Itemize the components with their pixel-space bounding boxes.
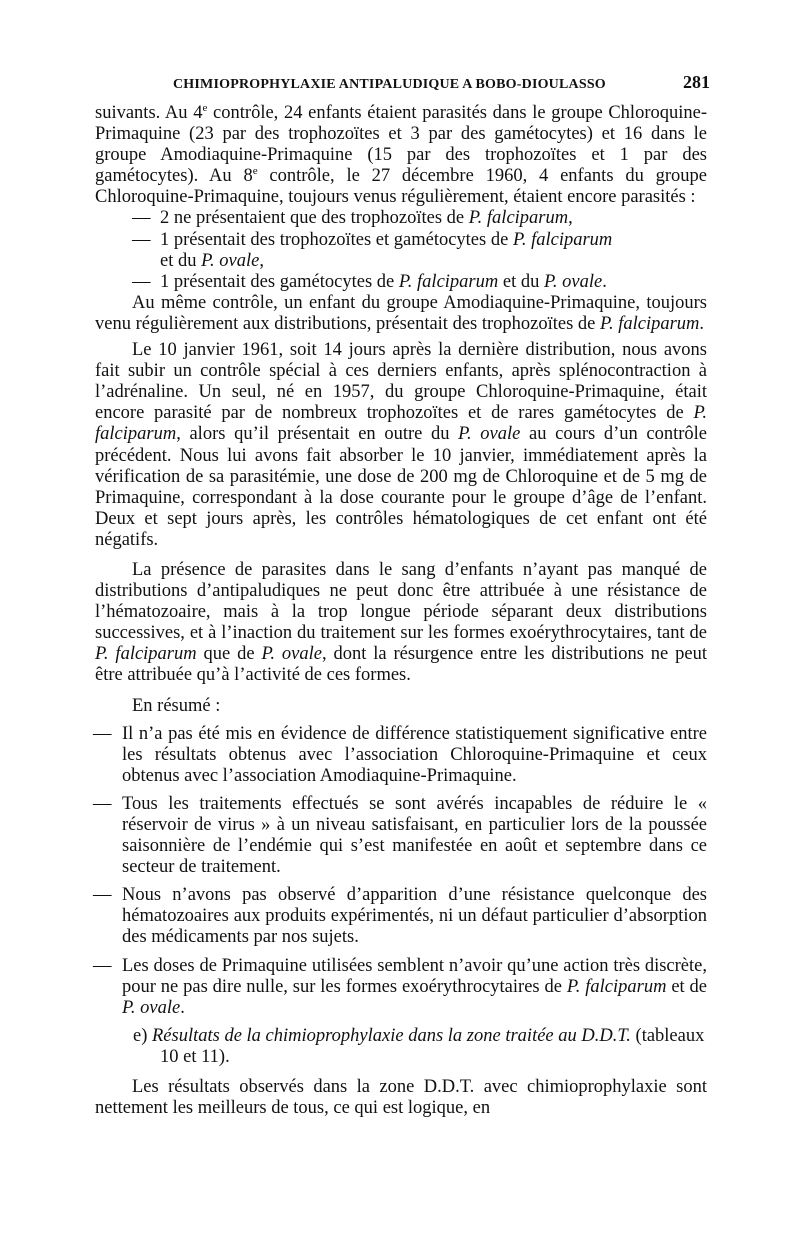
list-item: — 1 présentait des trophozoïtes et gamétocytes de P. falciparum bbox=[132, 229, 613, 250]
paragraph: Au même contrôle, un enfant du groupe Amodiaquine-Primaquine, toujours venu régulièrement aux distributions, présentait des trophozoïtes de P. falciparum. bbox=[95, 292, 707, 334]
running-header bbox=[95, 72, 710, 93]
running-title: CHIMIOPROPHYLAXIE ANTIPALUDIQUE A BOBO-DIOULASSO bbox=[173, 77, 606, 92]
section-heading: e) Résultats de la chimioprophylaxie dans la zone traitée au D.D.T. (tableaux 10 et 11). bbox=[133, 1025, 705, 1067]
paragraph: La présence de parasites dans le sang d’enfants n’ayant pas manqué de distributions d’antipaludiques ne peut donc être attribuée à une résistance de l’hématozoaire, mais à la trop longue période séparant deux distributions successives, et à l’inaction du traitement sur les formes exoérythrocytaires, tant de P. falciparum que de P. ovale, dont la résurgence entre les distributions ne peut être attribuée qu’à l’activité de ces formes. bbox=[95, 559, 708, 686]
list-item-continuation: et du P. ovale, bbox=[160, 250, 264, 271]
paragraph: Le 10 janvier 1961, soit 14 jours après la dernière distribution, nous avons fait subir un contrôle spécial à ces derniers enfants, après splénocontraction à l’adrénaline. Un seul, né en 1957, du groupe Chloroquine-Primaquine, était encore parasité par de nombreux trophozoïtes et de rares gamétocytes de P. falciparum, alors qu’il présentait en outre du P. ovale au cours d’un contrôle précédent. Nous lui avons fait absorber le 10 janvier, immédiatement après la vérification de sa parasitémie, une dose de 200 mg de Chloroquine et de 5 mg de Primaquine, correspondant à la dose courante pour le groupe d’âge de l’enfant. Deux et sept jours après, les contrôles hématologiques de cet enfant ont été négatifs. bbox=[95, 340, 707, 550]
list-item: — 2 ne présentaient que des trophozoïtes de P. falciparum, bbox=[132, 208, 573, 229]
list-item: — 1 présentait des gamétocytes de P. falciparum et du P. ovale. bbox=[132, 271, 607, 292]
paragraph: Les résultats observés dans la zone D.D.T. avec chimioprophylaxie sont nettement les meilleurs de tous, ce qui est logique, en bbox=[95, 1077, 707, 1119]
paragraph-continuation: suivants. Au 4e contrôle, 24 enfants étaient parasités dans le groupe Chloroquine-Primaquine (23 par des trophozoïtes et 3 par des gamétocytes) et 16 dans le groupe Amodiaquine-Primaquine (15 par des trophozoïtes et 1 par des gamétocytes). Au 8e contrôle, le 27 décembre 1960, 4 enfants du groupe Chloroquine-Primaquine, toujours venus régulièrement, étaient encore parasités : bbox=[95, 101, 707, 208]
summary-item: — Les doses de Primaquine utilisées semblent n’avoir qu’une action très discrète, pour ne pas dire nulle, sur les formes exoérythrocytaires de P. falciparum et de P. ovale. bbox=[93, 955, 708, 1018]
summary-label: En résumé : bbox=[132, 695, 221, 716]
body-text bbox=[95, 103, 707, 1119]
summary-item: — Il n’a pas été mis en évidence de différence statistiquement significative entre les résultats obtenus avec l’association Chloroquine-Primaquine et ceux obtenus avec l’association Amodiaquine-Primaquine. bbox=[93, 723, 707, 786]
page-number: 281 bbox=[683, 72, 710, 92]
summary-item: — Tous les traitements effectués se sont avérés incapables de réduire le « réservoir de virus » à un niveau satisfaisant, en particulier lors de la poussée saisonnière de l’endémie qui s’est manifestée en août et septembre dans ce secteur de traitement. bbox=[93, 793, 707, 878]
summary-item: — Nous n’avons pas observé d’apparition d’une résistance quelconque des hématozoaires aux produits expérimentés, ni un défaut particulier d’absorption des médicaments par nos sujets. bbox=[93, 885, 707, 948]
